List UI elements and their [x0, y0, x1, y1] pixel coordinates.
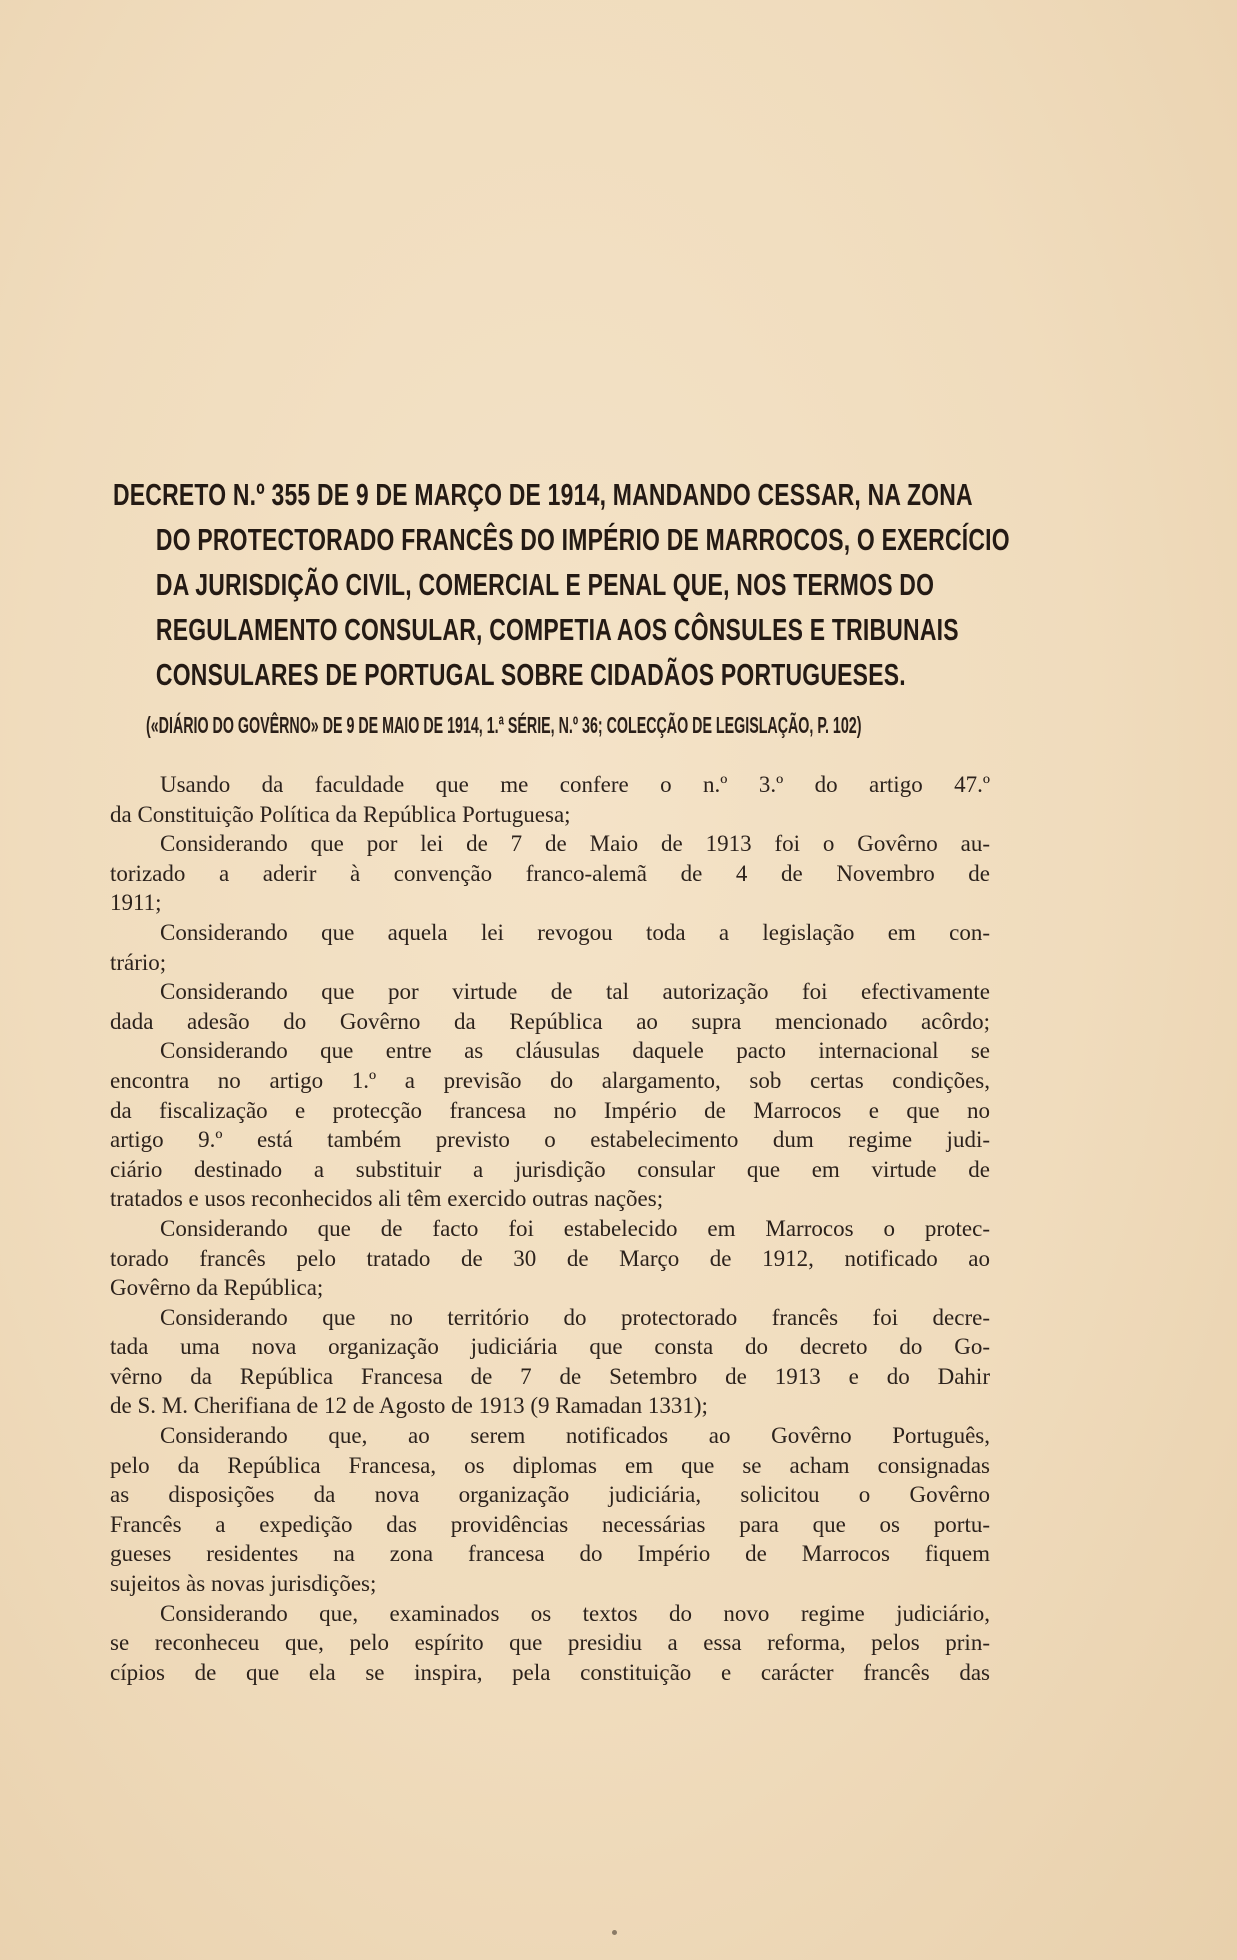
body-line: Considerando que aquela lei revogou toda a legislação em con-: [160, 919, 990, 945]
body-line: Considerando que por virtude de tal autorização foi efectivamente: [160, 979, 990, 1005]
body-line: cípios de que ela se inspira, pela constituição e carácter francês das: [110, 1659, 990, 1685]
body-line: trário;: [110, 949, 167, 975]
body-line: gueses residentes na zona francesa do Império de Marrocos fiquem: [110, 1541, 990, 1567]
body-line: da fiscalização e protecção francesa no Império de Marrocos e que no: [110, 1097, 990, 1123]
ink-speck: [612, 1930, 617, 1935]
body-line: vêrno da República Francesa de 7 de Setembro de 1913 e do Dahir: [110, 1363, 990, 1389]
body-line: ciário destinado a substituir a jurisdição consular que em virtude de: [110, 1156, 990, 1182]
decree-title: [113, 472, 1010, 697]
decree-body: [110, 770, 990, 1687]
body-line: artigo 9.º está também previsto o estabelecimento dum regime judi-: [110, 1127, 990, 1153]
title-line: DA JURISDIÇÃO CIVIL, COMERCIAL E PENAL QUE, NOS TERMOS DO: [155, 567, 935, 602]
body-line: tada uma nova organização judiciária que consta do decreto do Go-: [110, 1334, 990, 1360]
body-line: Considerando que de facto foi estabelecido em Marrocos o protec-: [160, 1215, 990, 1241]
body-line: Govêrno da República;: [110, 1275, 324, 1301]
body-line: encontra no artigo 1.º a previsão do alargamento, sob certas condições,: [110, 1067, 990, 1093]
body-line: as disposições da nova organização judiciária, solicitou o Govêrno: [110, 1482, 990, 1508]
title-line: DECRETO N.º 355 DE 9 DE MARÇO DE 1914, MANDANDO CESSAR, NA ZONA: [113, 477, 973, 512]
body-line: dada adesão do Govêrno da República ao supra mencionado acôrdo;: [110, 1008, 990, 1034]
body-line: torado francês pelo tratado de 30 de Março de 1912, notificado ao: [110, 1245, 990, 1271]
body-line: 1911;: [110, 890, 162, 916]
body-line: Considerando que por lei de 7 de Maio de 1913 foi o Govêrno au-: [160, 831, 990, 857]
body-line: pelo da República Francesa, os diplomas em que se acham consignadas: [110, 1452, 990, 1478]
body-line: Considerando que, ao serem notificados ao Govêrno Português,: [160, 1423, 990, 1449]
body-line: tratados e usos reconhecidos ali têm exercido outras nações;: [110, 1186, 664, 1212]
body-line: Considerando que entre as cláusulas daquele pacto internacional se: [160, 1038, 990, 1064]
body-line: se reconheceu que, pelo espírito que presidiu a essa reforma, pelos prin-: [110, 1630, 990, 1656]
title-line: CONSULARES DE PORTUGAL SOBRE CIDADÃOS PORTUGUESES.: [155, 657, 906, 692]
body-line: Considerando que no território do protectorado francês foi decre-: [160, 1304, 990, 1330]
body-line: sujeitos às novas jurisdições;: [110, 1571, 377, 1597]
body-line: torizado a aderir à convenção franco-alemã de 4 de Novembro de: [110, 860, 990, 886]
title-line: REGULAMENTO CONSULAR, COMPETIA AOS CÔNSULES E TRIBUNAIS: [155, 612, 959, 647]
body-line: Considerando que, examinados os textos do novo regime judiciário,: [160, 1600, 990, 1626]
body-line: Francês a expedição das providências necessárias para que os portu-: [110, 1511, 990, 1537]
body-line: de S. M. Cherifiana de 12 de Agosto de 1913 (9 Ramadan 1331);: [110, 1393, 708, 1419]
body-line: Usando da faculdade que me confere o n.º 3.º do artigo 47.º: [160, 772, 990, 797]
source-reference: («DIÁRIO DO GOVÊRNO» DE 9 DE MAIO DE 1914, 1.ª SÉRIE, N.º 36; COLECÇÃO DE LEGISLAÇÃO, P. 102): [146, 712, 862, 738]
body-line: da Constituição Política da República Portuguesa;: [110, 801, 571, 827]
title-line: DO PROTECTORADO FRANCÊS DO IMPÉRIO DE MARROCOS, O EXERCÍCIO: [155, 522, 1010, 557]
